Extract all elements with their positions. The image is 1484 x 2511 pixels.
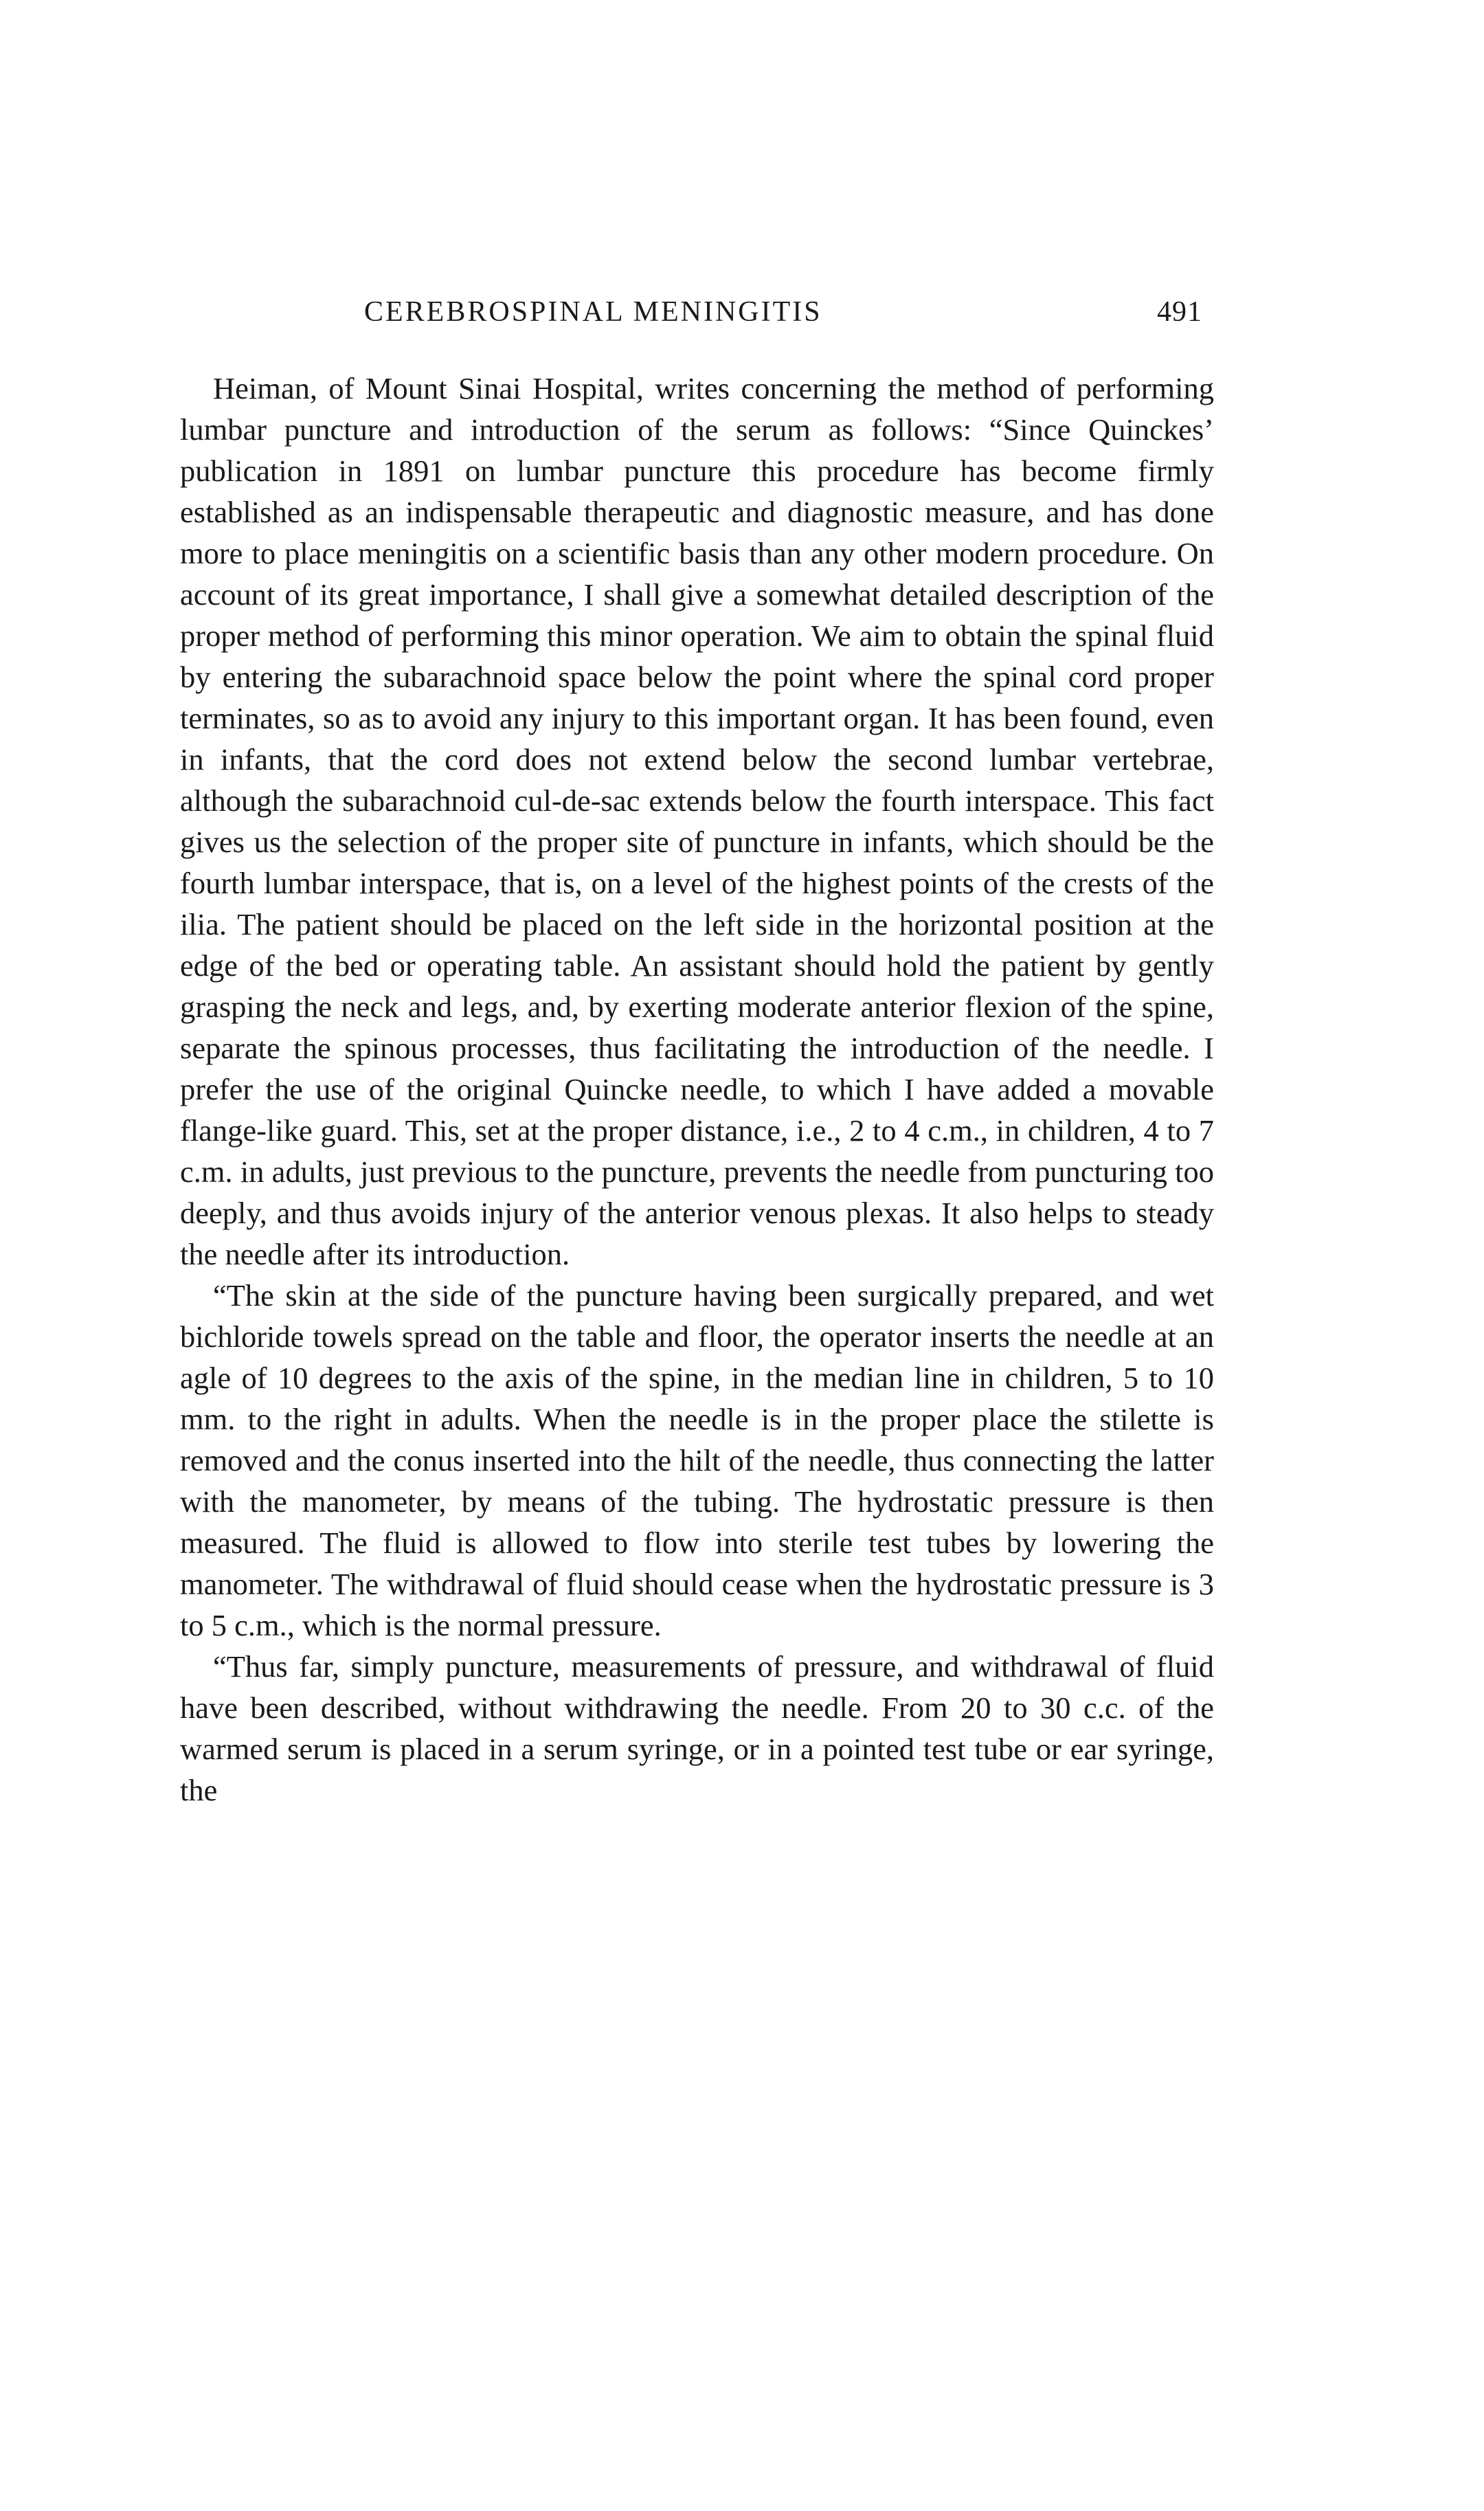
running-title: CEREBROSPINAL MENINGITIS: [364, 296, 822, 328]
paragraph: Heiman, of Mount Sinai Hospital, writes concerning the method of performing lumbar puncture and introduction of the serum as follows: “Since Quinckes’ publication in 1891 on lumbar puncture this procedure has become firmly established as an indispensable therapeutic and diagnostic measure, and has done more to place meningitis on a scientific basis than any other modern procedure. On account of its great importance, I shall give a somewhat detailed description of the proper method of performing this minor operation. We aim to obtain the spinal fluid by entering the subarachnoid space below the point where the spinal cord proper terminates, so as to avoid any injury to this important organ. It has been found, even in infants, that the cord does not extend below the second lumbar vertebrae, although the subarachnoid cul-de-sac extends below the fourth interspace. This fact gives us the selection of the proper site of puncture in infants, which should be the fourth lumbar interspace, that is, on a level of the highest points of the crests of the ilia. The patient should be placed on the left side in the horizontal position at the edge of the bed or operating table. An assistant should hold the patient by gently grasping the neck and legs, and, by exerting moderate anterior flexion of the spine, separate the spinous processes, thus facilitating the introduction of the needle. I prefer the use of the original Quincke needle, to which I have added a movable flange-like guard. This, set at the proper distance, i.e., 2 to 4 c.m., in children, 4 to 7 c.m. in adults, just previous to the puncture, prevents the needle from puncturing too deeply, and thus avoids injury of the anterior venous plexas. It also helps to steady the needle after its introduction.: [180, 371, 1214, 1271]
paragraph: “The skin at the side of the puncture having been surgically prepared, and wet bichloride towels spread on the table and floor, the operator inserts the needle at an agle of 10 degrees to the axis of the spine, in the median line in children, 5 to 10 mm. to the right in adults. When the needle is in the proper place the stilette is removed and the conus inserted into the hilt of the needle, thus connecting the latter with the manometer, by means of the tubing. The hydrostatic pressure is then measured. The fluid is allowed to flow into sterile test tubes by lowering the manometer. The withdrawal of fluid should cease when the hydrostatic pressure is 3 to 5 c.m., which is the normal pressure.: [180, 1278, 1214, 1642]
page-header: [364, 295, 1202, 337]
paragraph: “Thus far, simply puncture, measurements of pressure, and withdrawal of fluid have been described, without withdrawing the needle. From 20 to 30 c.c. of the warmed serum is placed in a serum syringe, or in a pointed test tube or ear syringe, the: [180, 1649, 1214, 1807]
body-text: [180, 368, 1214, 1811]
page-number: 491: [1157, 296, 1202, 328]
